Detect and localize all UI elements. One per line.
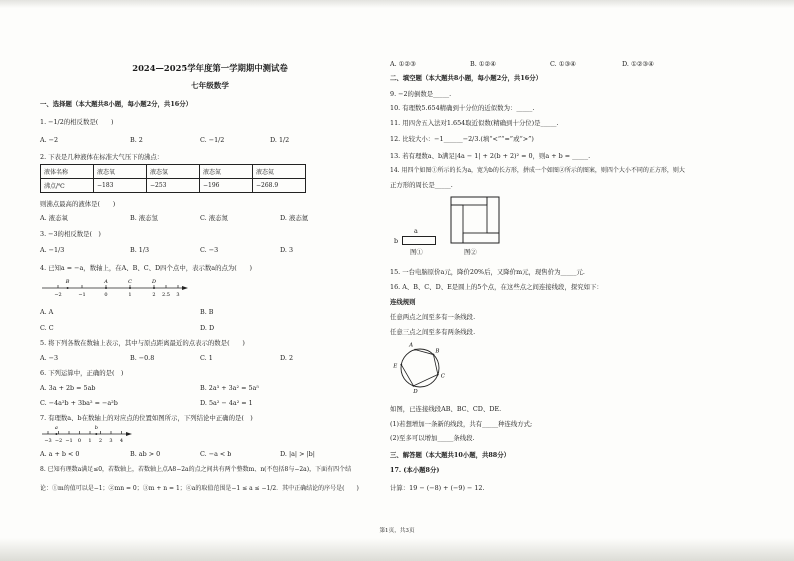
- axis-tick-label: −3: [44, 438, 52, 444]
- q10: 10. 有理数5.654精确到十分位的近似数为：_____.: [390, 104, 535, 112]
- boiling-point-table: [40, 164, 306, 193]
- axis-tick-label: −2: [54, 292, 62, 298]
- page-footer: 第1页，共3页: [379, 528, 415, 534]
- table-cell: −196: [200, 179, 253, 193]
- circle-point-label: A: [409, 342, 414, 349]
- q7-option-d: D. |a| > |b|: [280, 450, 315, 458]
- table-cell: −183: [94, 179, 147, 193]
- q2-option-c: C. 液态氮: [200, 214, 228, 222]
- q16-circle-diagram: [390, 338, 450, 398]
- fig2-rect-bottom: [463, 233, 499, 243]
- axis-point-label: b: [94, 425, 98, 431]
- q2-option-d: D. 液态氦: [280, 214, 309, 222]
- axis-point-label: D: [151, 279, 157, 285]
- table-header-cell: 液态氮: [200, 165, 253, 179]
- q8-stem: 8. 已知有理数a满足≤0，若数轴上，若数轴上点A8−2a的点之间共有两个整数m、n(不包括8与−2a)，下面有四个结: [40, 466, 352, 473]
- q8-option-d: D. ①②③④: [622, 60, 654, 68]
- q8-stem-2: 论：①m的值可以是−1；②mn = 0；③m + n = 1；④a的取值范围是−1 ≤ a ≤ −1/2．其中正确结论的序号是( ): [40, 485, 359, 492]
- table-header-cell: 液态氧: [94, 165, 147, 179]
- axis-tick-label: 1: [88, 438, 92, 444]
- q8-option-c: C. ①③④: [550, 60, 576, 68]
- table-row-label: 沸点/℃: [41, 179, 94, 193]
- q2-option-b: B. 液态氢: [130, 214, 158, 222]
- axis-point: [95, 433, 97, 435]
- q17-title: 17. (本小题8分): [390, 466, 440, 474]
- q4-option-a: A. A: [40, 308, 54, 316]
- q16-part1: (1)若想增加一条新的线段，共有_____种连线方式;: [390, 420, 533, 428]
- q4-stem: 4. 已知a = −a，数轴上，在A、B、C、D四个点中，表示数a的点为( ): [40, 264, 253, 272]
- table-row: [41, 165, 306, 179]
- q11: 11. 用四舍五入法对1.654取近似数(精确到十分位)是_____.: [390, 119, 559, 127]
- scan-bottom-shadow: [0, 538, 794, 561]
- fig1-rectangle: [402, 236, 436, 245]
- axis-tick-label: −1: [65, 438, 73, 444]
- axis-point-label: a: [54, 425, 58, 431]
- fig1-a-label: a: [414, 227, 418, 235]
- q2-stem: 2. 下表是几种液体在标准大气压下的沸点：: [40, 153, 164, 161]
- q2-option-a: A. 液态氧: [40, 214, 68, 222]
- q5-option-a: A. −3: [40, 354, 59, 362]
- q7-stem: 7. 有理数a、b在数轴上的对应点的位置如图所示，下列结论中正确的是( ): [40, 414, 253, 422]
- circle-point-label: C: [440, 373, 445, 380]
- fig2-rect-left: [451, 205, 463, 243]
- axis-tick-label: 4: [119, 438, 124, 444]
- circle-point-label: B: [435, 348, 440, 355]
- circle-point: [433, 354, 435, 356]
- section3-heading: 三、解答题（本大题共10小题，共88分）: [390, 451, 511, 459]
- q13: 13. 若有理数a、b满足|4a − 1| + 2(b + 2)² = 0，则a + b = _____.: [390, 152, 591, 160]
- q5-option-c: C. 1: [200, 354, 213, 362]
- axis-arrow: [182, 286, 188, 290]
- fig2-rect-top: [451, 197, 487, 205]
- q14-line2: 正方形的周长是_____.: [390, 181, 453, 189]
- q7-option-a: A. a + b < 0: [40, 450, 80, 458]
- q9: 9. −2的倒数是_____.: [390, 90, 452, 98]
- q5-stem: 5. 将下列各数在数轴上表示，其中与原点距离最近的点表示的数是( ): [40, 339, 245, 347]
- axis-point: [105, 287, 107, 289]
- fig1-caption: 图①: [410, 248, 423, 256]
- q12: 12. 比较大小：−1______−2/3.(填“<”“=”或“>”): [390, 135, 534, 143]
- axis-tick-label: 3: [109, 438, 113, 444]
- exam-subtitle: 七年级数学: [191, 81, 229, 90]
- q3-option-b: B. 1/3: [130, 246, 150, 254]
- q1-option-b: B. 2: [130, 136, 143, 144]
- circle-point: [414, 349, 416, 351]
- q5-option-b: B. −0.8: [130, 354, 155, 362]
- q6-option-b: B. 2a³ + 3a² = 5a⁵: [200, 384, 259, 392]
- q16-rule-1: 任意两点之间至多有一条线段.: [390, 313, 476, 321]
- q8-option-a: A. ①②③: [390, 60, 416, 68]
- section2-heading: 二、填空题（本大题共8小题，每小题2分，共16分）: [390, 74, 542, 82]
- circle-point-label: D: [413, 388, 418, 395]
- q3-option-c: C. −3: [200, 246, 219, 254]
- q17-body: 计算：19 − (−8) + (−9) − 12.: [390, 484, 485, 492]
- fig2-rect-right: [487, 197, 499, 233]
- table-cell: −253: [147, 179, 200, 193]
- axis-tick-label: 0: [104, 292, 108, 298]
- table-header-cell: 液体名称: [41, 165, 94, 179]
- axis-tick-label: 2: [98, 438, 103, 444]
- q7-number-line: [40, 424, 135, 446]
- axis-point: [67, 287, 69, 289]
- fig2-caption: 图②: [464, 248, 477, 256]
- q6-option-c: C. −4a²b + 3ba² = −a²b: [40, 399, 118, 407]
- table-cell: −268.9: [253, 179, 306, 193]
- axis-tick-label: 2: [152, 292, 156, 298]
- q16-note: 如图，已连接线段AB、BC、CD、DE.: [390, 405, 502, 413]
- q15: 15. 一台电脑原价a元，降价20%后，又降价m元，现售价为_____元.: [390, 268, 585, 276]
- q1-option-c: C. −1/2: [200, 136, 225, 144]
- q16-stem: 16. A、B、C、D、E是圆上的5个点，在这些点之间连接线段，探究如下：: [390, 283, 603, 291]
- axis-tick-label: 3: [176, 292, 180, 298]
- q14-line1: 14. 用四个如图①所示的长为a，宽为b的长方形，拼成一个如图②所示的图案，则四个大小不同的正方形，则大: [390, 167, 685, 174]
- circle-point-label: E: [393, 363, 398, 370]
- fig2-diagram: [450, 196, 502, 246]
- q4-option-c: C. C: [40, 324, 54, 332]
- q2-question: 则沸点最高的液体是( ): [40, 200, 116, 208]
- axis-tick-label: 1: [128, 292, 132, 298]
- q8-option-b: B. ①②④: [470, 60, 496, 68]
- q4-option-b: B. B: [200, 308, 214, 316]
- q7-option-c: C. −a < b: [200, 450, 232, 458]
- q4-number-line: [40, 278, 190, 300]
- table-header-cell: 液态氢: [147, 165, 200, 179]
- q5-option-d: D. 2: [280, 354, 294, 362]
- q6-option-a: A. 3a + 2b = 5ab: [40, 384, 96, 392]
- section1-heading: 一、选择题（本大题共8小题，每小题2分，共16分）: [40, 100, 192, 108]
- axis-arrow: [126, 432, 132, 436]
- exam-title: 2024—2025学年度第一学期期中测试卷: [132, 63, 288, 73]
- axis-point-label: B: [65, 279, 70, 285]
- circle-point: [413, 385, 415, 387]
- q3-stem: 3. −3的相反数是( ): [40, 230, 101, 238]
- q16-rules-title: 连线规则: [390, 298, 416, 306]
- q3-option-a: A. −1/3: [40, 246, 65, 254]
- q1-option-d: D. 1/2: [270, 136, 290, 144]
- axis-point: [55, 433, 57, 435]
- q6-option-d: D. 5a² − 4a² = 1: [200, 399, 253, 407]
- q4-option-d: D. D: [200, 324, 215, 332]
- axis-tick-label: −1: [78, 292, 86, 298]
- axis-point-label: C: [128, 279, 132, 285]
- q1-stem: 1. −1/2的相反数是( ): [40, 118, 114, 126]
- table-header-cell: 液态氦: [253, 165, 306, 179]
- scan-top-shadow: [0, 0, 794, 8]
- table-row: [41, 179, 306, 193]
- fig2-outer-square: [451, 197, 499, 243]
- q1-option-a: A. −2: [40, 136, 59, 144]
- axis-tick-label: 2.5: [162, 292, 170, 298]
- axis-point: [129, 287, 131, 289]
- circle-point: [400, 364, 402, 366]
- fig1-b-label: b: [394, 237, 399, 245]
- axis-tick-label: 0: [77, 438, 82, 444]
- axis-point-label: A: [104, 279, 108, 285]
- circle-point: [437, 374, 439, 376]
- q3-option-d: D. 3: [280, 246, 294, 254]
- axis-tick-label: −2: [54, 438, 63, 444]
- q6-stem: 6. 下列运算中，正确的是( ): [40, 369, 124, 377]
- q7-option-b: B. ab > 0: [130, 450, 161, 458]
- q16-rule-2: 任意三点之间至多有两条线段.: [390, 328, 476, 336]
- q16-part2: (2)至多可以增加_____条线段.: [390, 434, 475, 442]
- axis-point: [153, 287, 155, 289]
